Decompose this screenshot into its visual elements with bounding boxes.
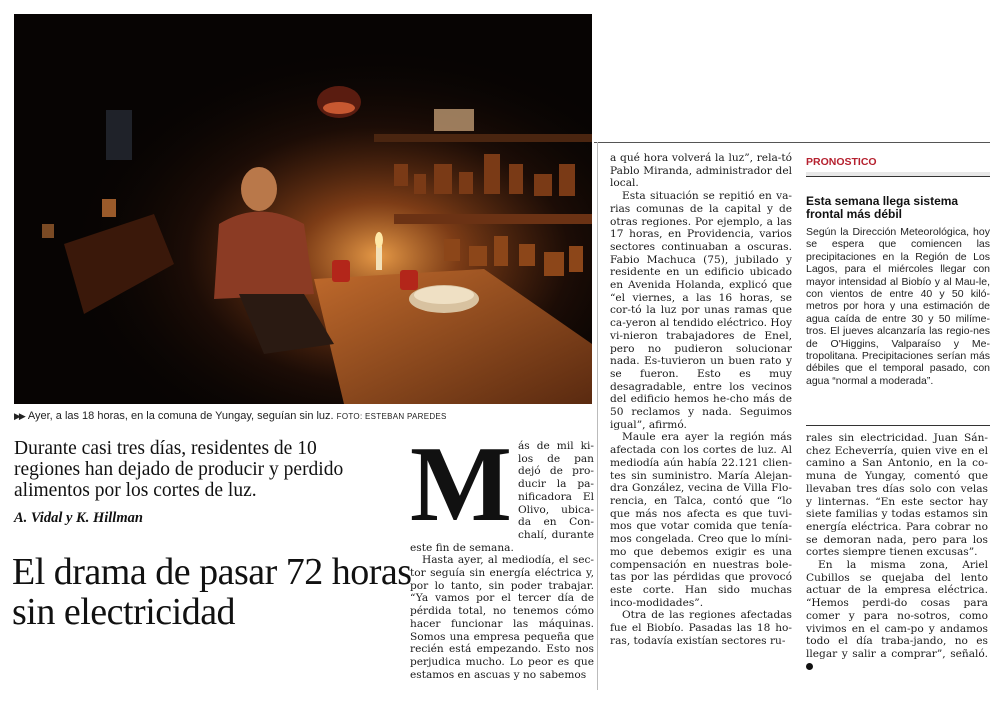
sidebar-rule	[806, 176, 990, 177]
candlelit-kitchen-illustration	[14, 14, 592, 404]
article-byline: A. Vidal y K. Hillman	[14, 510, 143, 526]
photo-caption	[14, 410, 592, 422]
sidebar-body: Según la Dirección Meteorológica, hoy se espera que comiencen las precipitaciones en la Región de Los Lagos, para el miércoles llegar con mayor intensidad al Biobío y al Mau-le, con vientos de entre 40 y 50 kiló-metros por hora y una estimación de agua caída de entre 30 y 50 milíme-tros. El jueves alcanzaría las regio-nes de O'Higgins, Valparaíso y Me-tropolitana. Precipitaciones serían más débiles que el temporal pasado, con agua “normal a moderada”.	[806, 226, 990, 387]
body-column-1	[410, 425, 594, 681]
paragraph: rales sin electricidad. Juan Sán-chez Echeverría, quien vive en el camino a San Antonio, en la co-muna de Yungay, comentó que llevaban tres días solo con velas y linternas. “En este sector hay siete familias y todas estamos sin energía eléctrica. Para cobrar no se demoran nada, pero para los cortes siempre tienen excusas”.	[806, 432, 988, 559]
paragraph: Maule era ayer la región más afectada con los cortes de luz. Al mediodía aún había 22.121 clien-tes sin suministro. María Alejan-dra González, vecina de Villa Flo-rencia, en Talca, contó que “lo que más nos afecta es que tuvi-mos que votar comida que tenía-mos congelada. Creo que lo míni-mo que debemos exigir es una compensación en nuestras bole-tas por las pérdidas que provocó este corte. Han sido muchas inco-modidades”.	[610, 431, 792, 609]
paragraph: Esta situación se repitió en va-rias comunas de la capital y de otras regiones. Por ejemplo, a las 17 horas, en Providencia, varios sectores continuaban a oscuras. Fabio Machuca (75), jubilado y residente en un edificio ubicado en Avenida Holanda, explicó que “el viernes, a las 16 horas, se cor-tó la luz por unas ramas que ca-yeron al tendido eléctrico. Hoy vi-nieron trabajadores de Enel, pero no pudieron solucionar nada. Es-tuvieron un buen rato y se fueron. Esto es muy desagradable, entre los vecinos del edificio hemos he-cho más de 50 reclamos y nada. Seguimos igual”, afirmó.	[610, 190, 792, 431]
body-column-3	[806, 432, 988, 673]
photo-credit: FOTO: ESTEBAN PAREDES	[336, 412, 447, 421]
sidebar-top-rule	[594, 142, 990, 143]
paragraph: Otra de las regiones afectadas fue el Biobío. Pasadas las 18 ho-ras, todavía existían sectores ru-	[610, 609, 792, 647]
sidebar-label: PRONOSTICO	[806, 156, 877, 168]
article-lead: Durante casi tres días, residentes de 10 regiones han dejado de producir y perdido alimentos por los cortes de luz.	[14, 438, 344, 501]
paragraph: Hasta ayer, al mediodía, el sec-tor seguía sin energía eléctrica y, por lo tanto, sin poder trabajar. “Ya vamos por el tercer día de pérdida total, no tenemos cómo hacer funcionar las máquinas. Somos una empresa pequeña que recién está empezando. Esto nos perjudica mucho. Lo peor es que estamos en ascuas y no sabemos	[410, 554, 594, 681]
paragraph: a qué hora volverá la luz”, rela-tó Pablo Miranda, administrador del local.	[610, 152, 792, 190]
column-divider	[597, 142, 598, 690]
sidebar-title: Esta semana llega sistema frontal más débil	[806, 194, 959, 221]
paragraph	[806, 559, 988, 673]
double-arrow-icon: ▶▶	[14, 411, 24, 421]
drop-cap: M	[410, 425, 512, 544]
article-photo	[14, 14, 592, 404]
end-mark-icon	[806, 663, 813, 670]
sidebar-bottom-rule	[806, 425, 990, 426]
paragraph-text: En la misma zona, Ariel Cubillos se quejaba del lento actuar de la empresa eléctrica. “Hemos perdi-do cosas para comer y para no-sotros, como vivimos en el cam-po y andamos todo el día traba-jando, no es llegar y salir a comprar”, señaló.	[806, 559, 988, 660]
body-column-2	[610, 152, 792, 647]
caption-text: Ayer, a las 18 horas, en la comuna de Yungay, seguían sin luz.	[27, 410, 334, 422]
article-headline: El drama de pasar 72 horas sin electricidad	[12, 551, 412, 633]
paragraph: ás de mil ki-los de pan dejó de pro-ducir la pa-nificadora El Olivo, ubica-da en Con-chalí, durante este fin de semana.	[410, 440, 594, 554]
